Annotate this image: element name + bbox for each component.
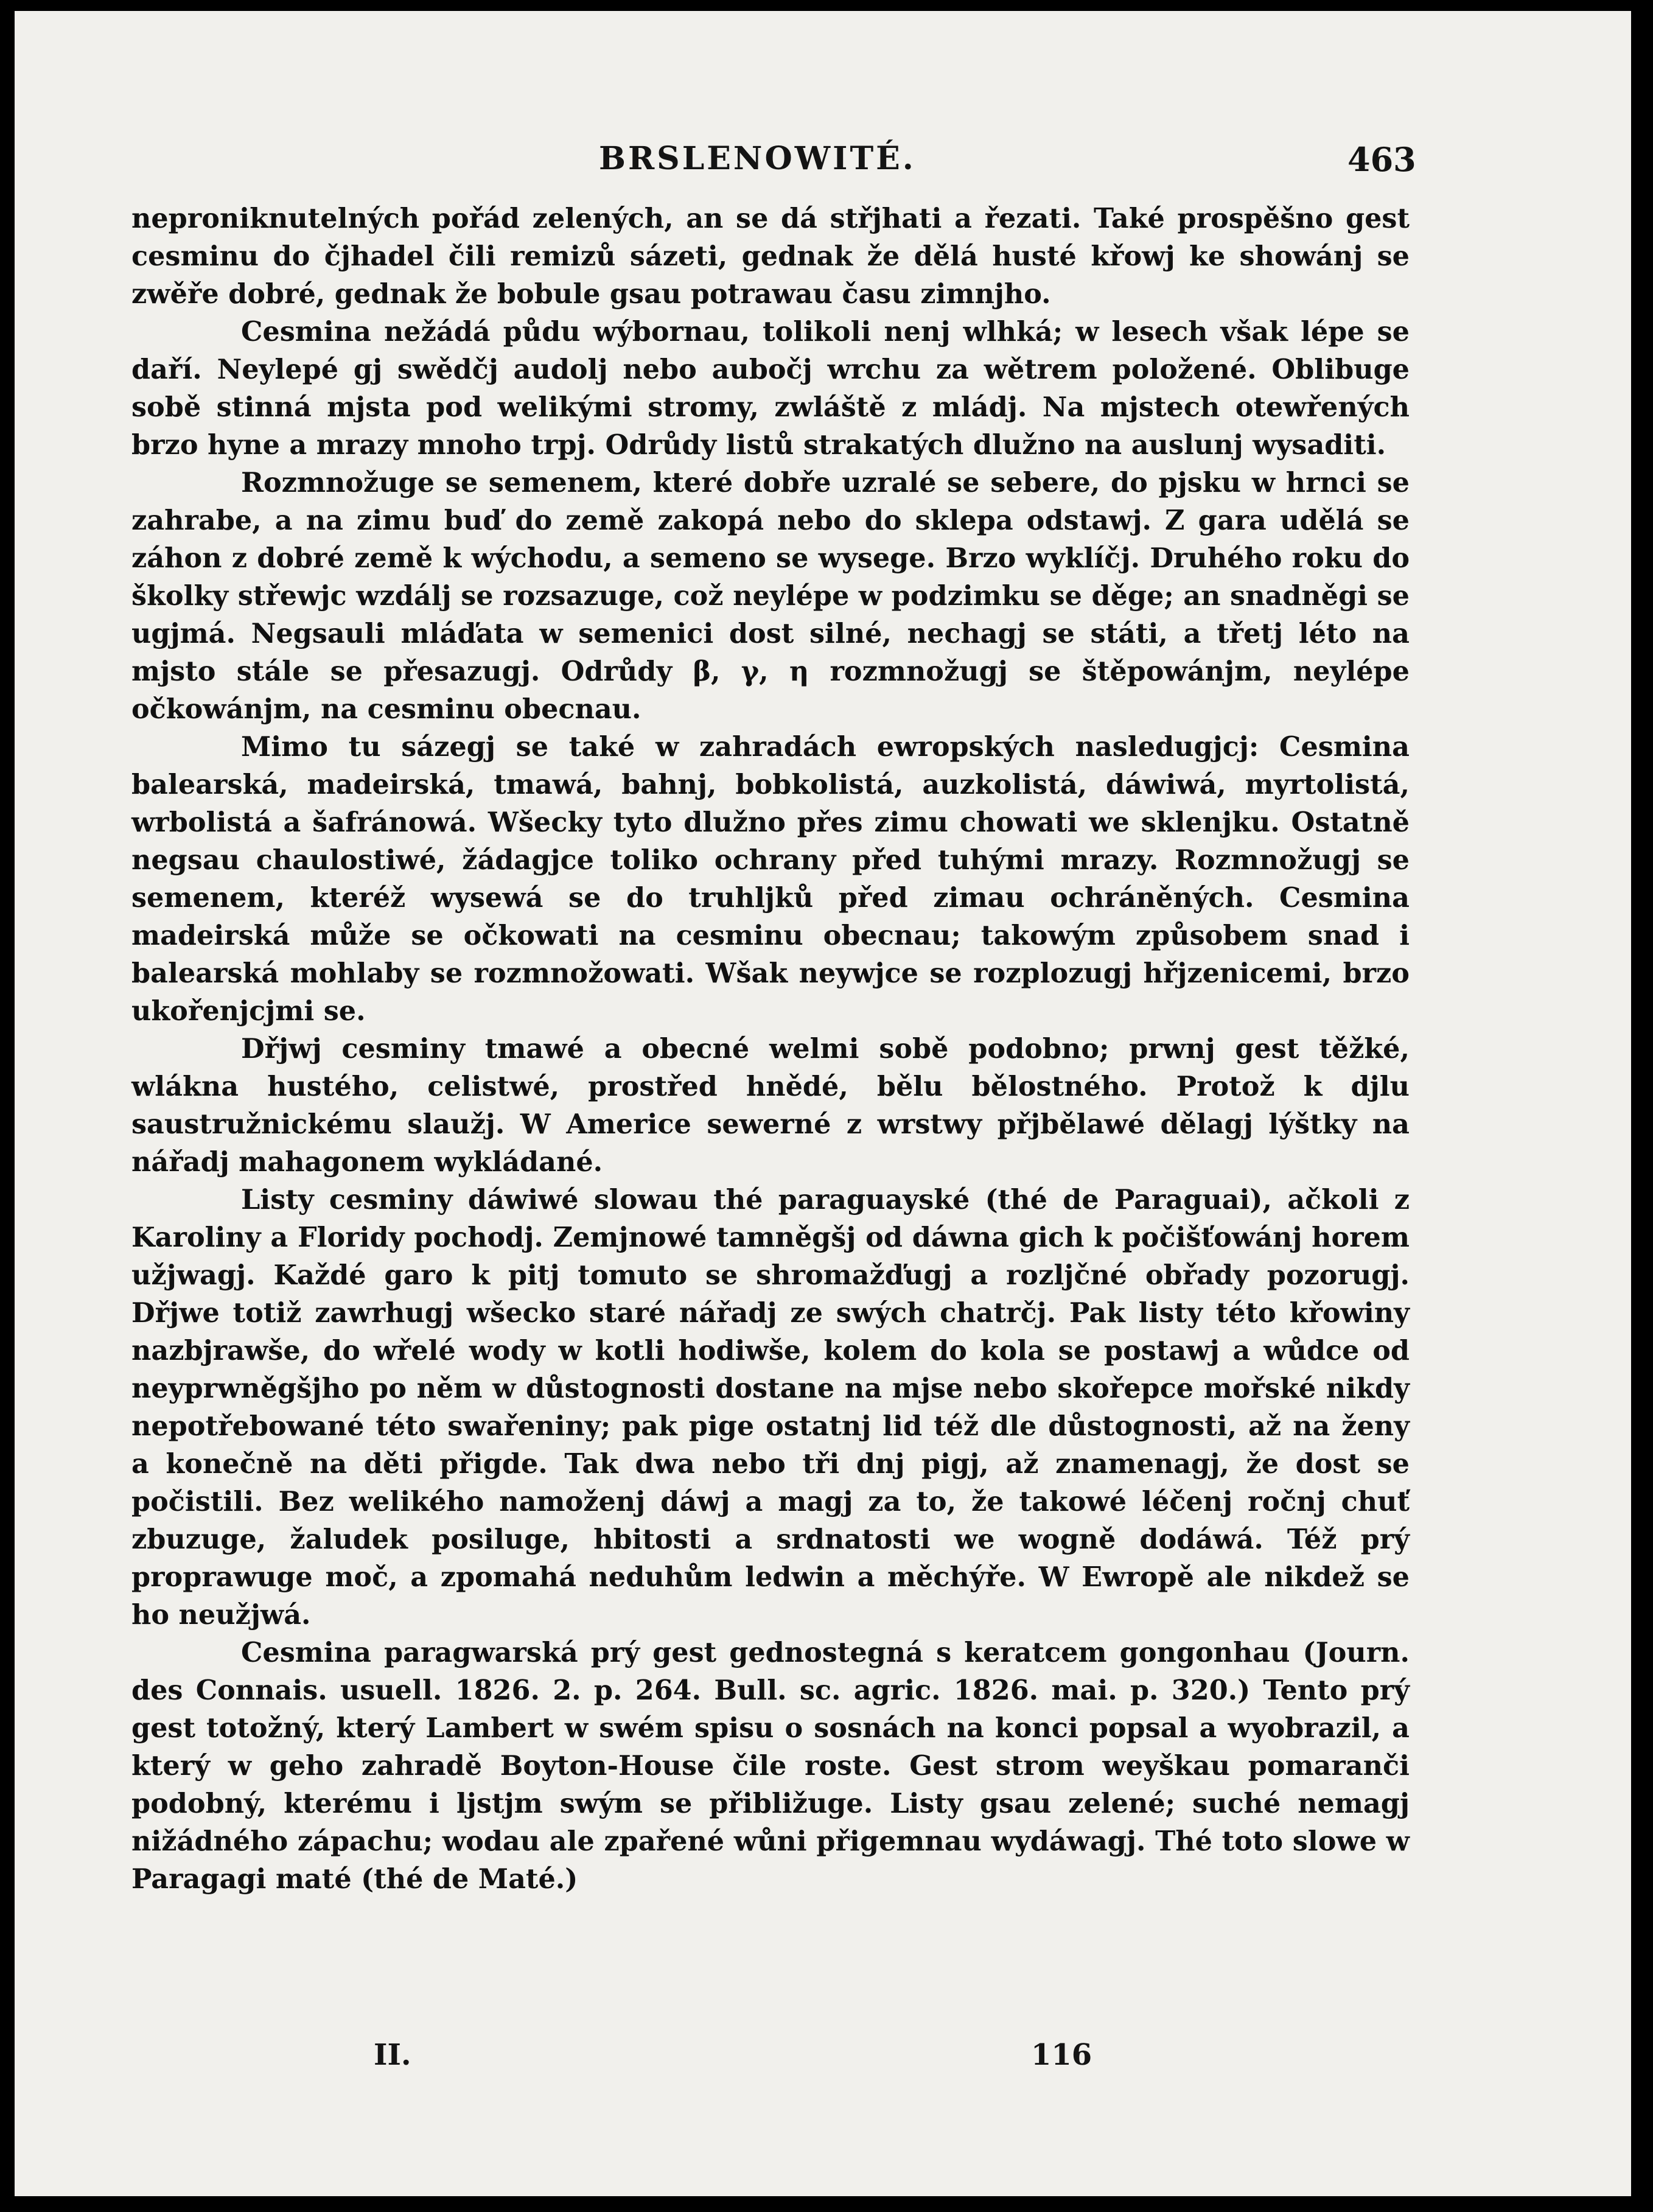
body-text [131,200,1410,1898]
paragraph-paraguay-tea: Listy cesminy dáwiwé slowau thé paraguayské (thé de Paraguai), ačkoli z Karoliny a Floridy pochodj. Zemjnowé tamněgšj od dáwna gich k počišťowánj horem užjwagj. Každé garo k pitj tomuto se shromažďugj a rozljčné obřady pozorugj. Dřjwe totiž zawrhugj wšecko staré nářadj ze swých chatrčj. Pak listy této křowiny nazbjrawše, do wřelé wody w kotli hodiwše, kolem do kola se postawj a wůdce od neyprwněgšjho po něm w důstognosti dostane na mjse nebo skořepce mořské nikdy nepotřebowané této swařeniny; pak pige ostatnj lid též dle důstognosti, až na ženy a konečně na děti přigde. Tak dwa nebo tři dnj pigj, až znamenagj, že dost se počistili. Bez welikého namoženj dáwj a magj za to, že takowé léčenj ročnj chuť zbuzuge, žaludek posiluge, hbitosti a srdnatosti we wogně dodáwá. Též prý proprawuge moč, a zpomahá neduhům ledwin a měchýře. W Ewropě ale nikdež se ho neužjwá. [131,1184,1410,1631]
page-number: 463 [1347,140,1416,179]
paragraph-propagation: Rozmnožuge se semenem, které dobře uzralé se sebere, do pjsku w hrnci se zahrabe, a na zimu buď do země zakopá nebo do sklepa odstawj. Z gara udělá se záhon z dobré země k wýchodu, a semeno se wysege. Brzo wyklíčj. Druhého roku do školky střewjc wzdálj se rozsazuge, což neylépe w podzimku se děge; an snadněgi se ugjmá. Negsauli mláďata w semenici dost silné, nechagj se státi, a třetj léto na mjsto stále se přesazugj. Odrůdy β, γ, η rozmnožugj se štěpowánjm, neylépe očkowánjm, na cesminu obecnau. [131,467,1410,725]
paragraph-soil: Cesmina nežádá půdu wýbornau, tolikoli nenj wlhká; w lesech však lépe se daří. Neylepé gj swědčj audolj nebo aubočj wrchu za wětrem položené. Oblibuge sobě stinná mjsta pod welikými stromy, zwláště z mládj. Na mjstech otewřených brzo hyne a mrazy mnoho trpj. Odrůdy listů strakatých dlužno na auslunj wysaditi. [131,316,1410,461]
book-page [15,11,1631,2196]
paragraph-wood: Dřjwj cesminy tmawé a obecné welmi sobě podobno; prwnj gest těžké, wlákna hustého, celistwé, prostřed hnědé, bělu bělostného. Protož k djlu saustružnickému slaužj. W Americe sewerné z wrstwy přjbělawé dělagj lýštky na nářadj mahagonem wykládané. [131,1033,1410,1178]
page-header [15,140,1631,183]
page-footer [15,2038,1631,2081]
paragraph-mate: Cesmina paragwarská prý gest gednostegná s keratcem gongonhau (Journ. des Connais. usuell. 1826. 2. p. 264. Bull. sc. agric. 1826. mai. p. 320.) Tento prý gest totožný, který Lambert w swém spisu o sosnách na konci popsal a wyobrazil, a který w geho zahradě Boyton-House čile roste. Gest strom weyškau pomaranči podobný, kterému i ljstjm swým se přibližuge. Listy gsau zelené; suché nemagj nižádného zápachu; wodau ale zpařené wůni přigemnau wydáwagj. Thé toto slowe w Paragagi maté (thé de Maté.) [131,1637,1410,1895]
sheet-number: 116 [1031,2038,1092,2072]
signature-mark: II. [374,2038,411,2072]
paragraph-european-species: Mimo tu sázegj se také w zahradách ewropských nasledugjcj: Cesmina balearská, madeirská, tmawá, bahnj, bobkolistá, auzkolistá, dáwiwá, myrtolistá, wrbolistá a šafránowá. Wšecky tyto dlužno přes zimu chowati we sklenjku. Ostatně negsau chaulostiwé, žádagjce toliko ochrany před tuhými mrazy. Rozmnožugj se semenem, kteréž wysewá se do truhljků před zimau ochráněných. Cesmina madeirská může se očkowati na cesminu obecnau; takowým způsobem snad i balearská mohlaby se rozmnožowati. Wšak neywjce se rozplozugj hřjzenicemi, brzo ukořenjcjmi se. [131,731,1410,1027]
running-title: BRSLENOWITÉ. [599,140,916,177]
paragraph-continuation: nepronikn​utelných pořád zelených, an se dá střjhati a řezati. Také prospěšno gest cesminu do čjhadel čili remizů sázeti, gednak že dělá husté křowj ke showánj se zwěře dobré, gednak že bobule gsau potrawau času zimnjho. [131,203,1410,310]
